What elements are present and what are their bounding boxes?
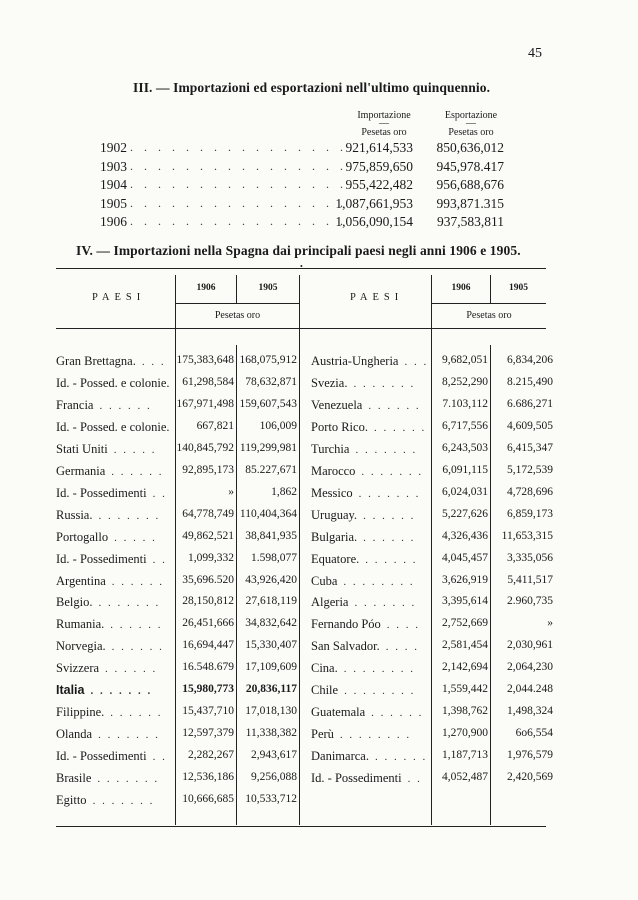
country-label: Svezia.	[311, 375, 348, 390]
table-row	[0, 727, 638, 745]
table-row	[0, 464, 638, 482]
country-name	[311, 464, 423, 479]
table-row	[0, 574, 638, 592]
country-label: Brasile	[56, 771, 92, 786]
value-1906: 5,227,626	[442, 507, 488, 520]
value-1905: 8.215,490	[507, 375, 553, 388]
page-number: 45	[528, 46, 542, 61]
country-label: San Salvador.	[311, 639, 380, 654]
year-1905-header-right: 1905	[509, 283, 528, 293]
dot-leader: . . . . . .	[371, 707, 424, 720]
dot-leader: . . . . . . .	[355, 443, 418, 456]
table-row	[0, 617, 638, 635]
value-1905: 38,841,935	[245, 529, 297, 542]
value-1905: 4,728,696	[507, 485, 553, 498]
country-name	[311, 508, 415, 523]
value-1905: 4,609,505	[507, 419, 553, 432]
table-row	[0, 354, 638, 372]
dot-leader: . . . . . . .	[92, 795, 155, 807]
dot-leader: . . . . . .	[110, 707, 163, 720]
dot-leader: . .	[152, 553, 167, 566]
value-1906: 140,845,792	[176, 441, 234, 454]
country-label: Italia	[56, 683, 85, 698]
table-row	[0, 661, 638, 679]
dot-leader: . . . . . . .	[354, 597, 417, 610]
dot-leader: . . . . . .	[374, 751, 428, 764]
dot-leader: . . . . . . .	[358, 487, 421, 500]
value-1906: 8,252,290	[442, 375, 488, 388]
import-unit: Pesetas oro	[361, 127, 407, 138]
country-name	[311, 639, 419, 654]
export-value: 956,688,676	[436, 177, 504, 192]
value-1906: 10,666,685	[182, 793, 234, 805]
dot-leader: . . . . . . . .	[343, 575, 415, 588]
dot-leader: . . .	[141, 356, 166, 368]
dot-leader: . . . . . .	[111, 641, 164, 654]
table-row	[0, 508, 638, 526]
value-1906: 15,437,710	[182, 705, 234, 718]
country-label: Guatemala	[311, 705, 366, 720]
country-label: Russia.	[56, 507, 93, 522]
dot-leader: . . . . . .	[110, 619, 163, 632]
year-row	[100, 140, 505, 158]
value-1905: 168,075,912	[239, 354, 297, 366]
country-label: Messico	[311, 485, 353, 500]
country-label: Portogallo	[56, 529, 109, 544]
country-name	[311, 486, 420, 501]
unit-header-left: Pesetas oro	[214, 310, 261, 321]
country-name	[311, 705, 423, 720]
value-1905: 27,618,119	[245, 595, 297, 608]
header-mid-rule-left	[175, 303, 299, 304]
value-1905: 2,943,617	[251, 749, 297, 762]
country-label: Svizzera	[56, 661, 100, 676]
value-1905: 11,338,382	[245, 727, 297, 740]
year-row	[100, 196, 505, 214]
country-name	[311, 442, 417, 457]
value-1905: 20,836,117	[245, 683, 297, 696]
country-label: Stati Uniti	[56, 441, 108, 456]
country-label: Equatore.	[311, 551, 360, 566]
table-row	[0, 771, 638, 789]
table-top-rule	[56, 268, 546, 269]
dot-leader: . . . . . .	[368, 399, 421, 412]
country-label: Rumania.	[56, 617, 105, 632]
value-1905: 6,859,173	[507, 507, 553, 520]
value-1906: 12,536,186	[182, 771, 234, 784]
import-value: 1,056,090,154	[335, 214, 413, 229]
dot-leader: . . . .	[386, 619, 421, 632]
value-1906: 16,694,447	[182, 639, 234, 652]
country-label: Id. - Possedimenti	[56, 749, 147, 764]
country-label: Danimarca.	[311, 749, 369, 764]
country-label: Id. - Possedimenti	[311, 771, 402, 786]
country-label: Cuba	[311, 573, 338, 588]
export-value: 945,978.417	[436, 158, 504, 174]
table-row	[0, 793, 638, 811]
value-1905: 34,832,642	[245, 617, 297, 630]
year-1905-header-left: 1905	[258, 283, 278, 293]
dot-leader: . . . . . . .	[98, 597, 161, 610]
import-label: Importazione	[357, 110, 411, 121]
year-row	[100, 159, 505, 177]
year-label: 1904	[100, 177, 127, 192]
table-row	[0, 398, 638, 416]
value-1905: 6o6,554	[515, 727, 553, 740]
value-1905: »	[547, 617, 553, 630]
export-value: 937,583,811	[437, 214, 504, 229]
dot-leader: . . . . . . . . . . . . . . . .	[130, 195, 347, 210]
dot-leader: . . . . . . . .	[344, 685, 416, 698]
country-name	[311, 727, 411, 742]
country-label: Id. - Possed. e colonie.	[56, 375, 170, 390]
dot-leader: . . . . . . .	[353, 377, 416, 390]
dot-leader: . . . . . .	[373, 421, 427, 434]
export-label: Esportazione	[444, 110, 498, 121]
section-3-title: III. — Importazioni ed esportazioni nell'ultimo quinquennio.	[133, 80, 491, 95]
value-1906: 3,395,614	[442, 595, 488, 608]
country-label: Cina.	[311, 661, 338, 676]
country-name	[311, 398, 421, 413]
country-name	[311, 661, 415, 676]
value-1906: 35,696.520	[182, 573, 234, 586]
paesi-header-right: PAESI	[350, 292, 404, 303]
year-row	[100, 214, 505, 232]
country-label: Id. - Possedimenti	[56, 551, 147, 566]
country-label: Id. - Possedimenti	[56, 485, 147, 500]
value-1906: 2,142,694	[442, 661, 488, 674]
country-label: Uruguay.	[311, 507, 358, 522]
value-1906: 1,559,442	[442, 683, 488, 696]
export-unit: Pesetas oro	[448, 127, 494, 138]
table-row	[0, 595, 638, 613]
country-name	[311, 574, 415, 589]
value-1905: 43,926,420	[245, 573, 297, 586]
export-dash: —	[466, 118, 476, 129]
value-1906: »	[228, 485, 234, 498]
country-label: Perù	[311, 727, 334, 742]
value-1905: 15,330,407	[245, 639, 297, 652]
dot-leader: . . . . . . .	[361, 465, 424, 478]
value-1906: 1,187,713	[442, 749, 488, 762]
dot-leader: . . .	[404, 356, 429, 368]
value-1905: 119,299,981	[239, 441, 297, 454]
value-1906: 1,099,332	[188, 551, 234, 564]
dot-leader: . . . . . .	[99, 399, 152, 412]
country-name	[311, 595, 416, 610]
country-label: Turchia	[311, 441, 350, 456]
value-1905: 78,632,871	[245, 375, 297, 388]
year-1906-header-right: 1906	[451, 283, 471, 293]
value-1905: 11,653,315	[501, 529, 553, 542]
country-label: Chile	[311, 683, 339, 698]
dot-leader: . . . . . . .	[98, 729, 160, 742]
paesi-header-left: PAESI	[92, 292, 146, 303]
table-row	[0, 486, 638, 504]
country-label: Egitto	[56, 793, 87, 807]
country-name	[311, 683, 415, 698]
value-1905: 5,411,517	[507, 573, 553, 586]
dot-leader: . . . . . .	[111, 465, 164, 478]
value-1906: 16.548.679	[182, 661, 234, 674]
print-mark: •	[300, 262, 303, 271]
dot-leader: . . . . . .	[105, 663, 158, 676]
country-label: Fernando Póo	[311, 617, 381, 632]
value-1906: 6,243,503	[442, 441, 488, 454]
year-row	[100, 177, 505, 195]
value-1906: 4,052,487	[442, 771, 488, 784]
value-1906: 1,398,762	[442, 705, 488, 718]
value-1906: 7.103,112	[442, 397, 488, 410]
country-name	[311, 354, 428, 369]
dot-leader: . . . . . .	[365, 553, 418, 566]
unit-header-right: Pesetas oro	[466, 310, 512, 321]
value-1906: 6,024,031	[442, 485, 488, 498]
value-1905: 6,415,347	[507, 441, 553, 454]
country-name	[311, 376, 415, 391]
dot-leader: . . . . . .	[363, 531, 416, 544]
country-label: Bulgaria.	[311, 529, 358, 544]
year-label: 1905	[100, 195, 127, 211]
value-1905: 17,018,130	[245, 705, 297, 718]
country-label: Gran Brettagna.	[56, 354, 136, 368]
export-value: 993,871.315	[436, 195, 504, 211]
value-1905: 2.960,735	[507, 595, 553, 608]
country-label: Porto Rico.	[311, 419, 368, 434]
value-1906: 9,682,051	[442, 354, 488, 366]
year-label: 1906	[100, 214, 127, 229]
country-label: Filippine.	[56, 705, 105, 720]
country-name	[311, 530, 415, 545]
table-row	[0, 639, 638, 657]
value-1905: 6.686,271	[507, 397, 553, 410]
value-1906: 175,383,648	[176, 354, 234, 366]
header-bottom-rule	[56, 328, 546, 329]
table-row	[0, 376, 638, 394]
country-label: Algeria	[311, 595, 349, 610]
country-label: Austria-Ungheria	[311, 354, 399, 368]
dot-leader: . .	[152, 487, 167, 500]
value-1905: 2,064,230	[507, 661, 553, 674]
table-row	[0, 749, 638, 767]
dot-leader: . . . . . . . . . . . . . . . .	[130, 214, 347, 228]
country-name	[311, 771, 422, 786]
table-bottom-rule	[56, 826, 546, 827]
year-label: 1902	[100, 140, 127, 155]
value-1906: 667,821	[196, 419, 234, 432]
value-1905: 1,862	[271, 485, 297, 498]
value-1905: 17,109,609	[245, 661, 297, 674]
header-mid-rule-right	[431, 303, 546, 304]
dot-leader: . . . . . .	[363, 509, 416, 522]
country-label: Belgio.	[56, 595, 93, 610]
value-1906: 12,597,379	[182, 727, 234, 740]
country-label: Argentina	[56, 573, 106, 588]
value-1906: 28,150,812	[182, 595, 234, 608]
value-1905: 6,834,206	[507, 354, 553, 366]
value-1906: 6,717,556	[442, 419, 488, 432]
import-value: 955,422,482	[345, 177, 413, 192]
import-value: 921,614,533	[345, 140, 413, 155]
value-1905: 2,044.248	[507, 683, 553, 696]
table-row	[0, 442, 638, 460]
value-1906: 64,778,749	[182, 507, 234, 520]
table-row	[0, 420, 638, 438]
value-1905: 1,976,579	[507, 749, 553, 762]
import-column-header	[339, 110, 429, 138]
export-column-header	[426, 110, 516, 138]
value-1906: 92,895,173	[182, 463, 234, 476]
value-1905: 2,030,961	[507, 639, 553, 652]
table-row	[0, 530, 638, 548]
value-1906: 4,326,436	[442, 529, 488, 542]
dot-leader: . . . . . . . .	[343, 663, 415, 676]
table-row	[0, 552, 638, 570]
year-label: 1903	[100, 158, 127, 174]
dot-leader: . . . . . . . . . . . . . . . .	[130, 140, 347, 154]
dot-leader: . . . . .	[114, 531, 157, 544]
table-row	[0, 705, 638, 723]
section-4-title: IV. — Importazioni nella Spagna dai principali paesi negli anni 1906 e 1905.	[76, 243, 521, 258]
country-name	[311, 617, 420, 632]
value-1905: 110,404,364	[239, 507, 297, 520]
country-label: Francia	[56, 397, 94, 412]
country-label: Olanda	[56, 727, 93, 742]
value-1906: 15,980,773	[182, 683, 234, 696]
dot-leader: . . . . . .	[111, 575, 165, 588]
dot-leader: . . . . . . .	[97, 773, 160, 786]
dot-leader: . . . . . . . .	[339, 729, 412, 742]
value-1906: 2,581,454	[442, 639, 488, 652]
year-1906-header-left: 1906	[196, 283, 216, 293]
value-1906: 167,971,498	[176, 397, 234, 410]
dot-leader: . .	[152, 751, 167, 764]
export-value: 850,636,012	[436, 140, 504, 155]
dot-leader: . . . . . . . . . . . . . . . .	[130, 158, 347, 173]
value-1905: 1,498,324	[507, 705, 553, 718]
value-1906: 2,752,669	[442, 617, 488, 630]
dot-leader: . .	[407, 773, 422, 786]
country-name	[56, 793, 154, 808]
country-name	[311, 420, 426, 435]
value-1905: 3,335,056	[507, 551, 553, 564]
value-1906: 6,091,115	[442, 463, 488, 476]
country-label: Venezuela	[311, 397, 363, 412]
value-1905: 10,533,712	[245, 793, 297, 805]
country-label: Id. - Possed. e colonie.	[56, 419, 170, 434]
value-1905: 1.598,077	[251, 551, 297, 564]
dot-leader: . . . . . . .	[90, 685, 153, 698]
dot-leader: . . . . . . .	[98, 509, 161, 522]
value-1906: 1,270,900	[442, 727, 488, 740]
country-label: Norvegia.	[56, 639, 106, 654]
table-row	[0, 683, 638, 701]
value-1905: 5,172,539	[507, 463, 553, 476]
country-name	[311, 552, 418, 567]
import-value: 1,087,661,953	[335, 195, 413, 211]
dot-leader: . . . . . . . . . . . . . . . .	[130, 177, 347, 191]
value-1905: 2,420,569	[507, 771, 553, 784]
value-1905: 106,009	[259, 419, 297, 432]
import-dash: —	[379, 118, 389, 129]
value-1906: 61,298,584	[182, 375, 234, 388]
country-label: Marocco	[311, 463, 356, 478]
country-label: Germania	[56, 463, 106, 478]
value-1906: 3,626,919	[442, 573, 488, 586]
value-1905: 9,256,088	[251, 771, 297, 784]
dot-leader: . . . . .	[113, 443, 157, 456]
value-1906: 49,862,521	[182, 529, 234, 542]
country-name	[311, 749, 427, 764]
import-value: 975,859,650	[345, 158, 413, 174]
value-1906: 26,451,666	[182, 617, 234, 630]
value-1906: 4,045,457	[442, 551, 488, 564]
value-1905: 159,607,543	[239, 397, 297, 410]
value-1906: 2,282,267	[188, 749, 234, 762]
dot-leader: . . . .	[385, 641, 419, 654]
value-1905: 85.227,671	[245, 463, 297, 476]
